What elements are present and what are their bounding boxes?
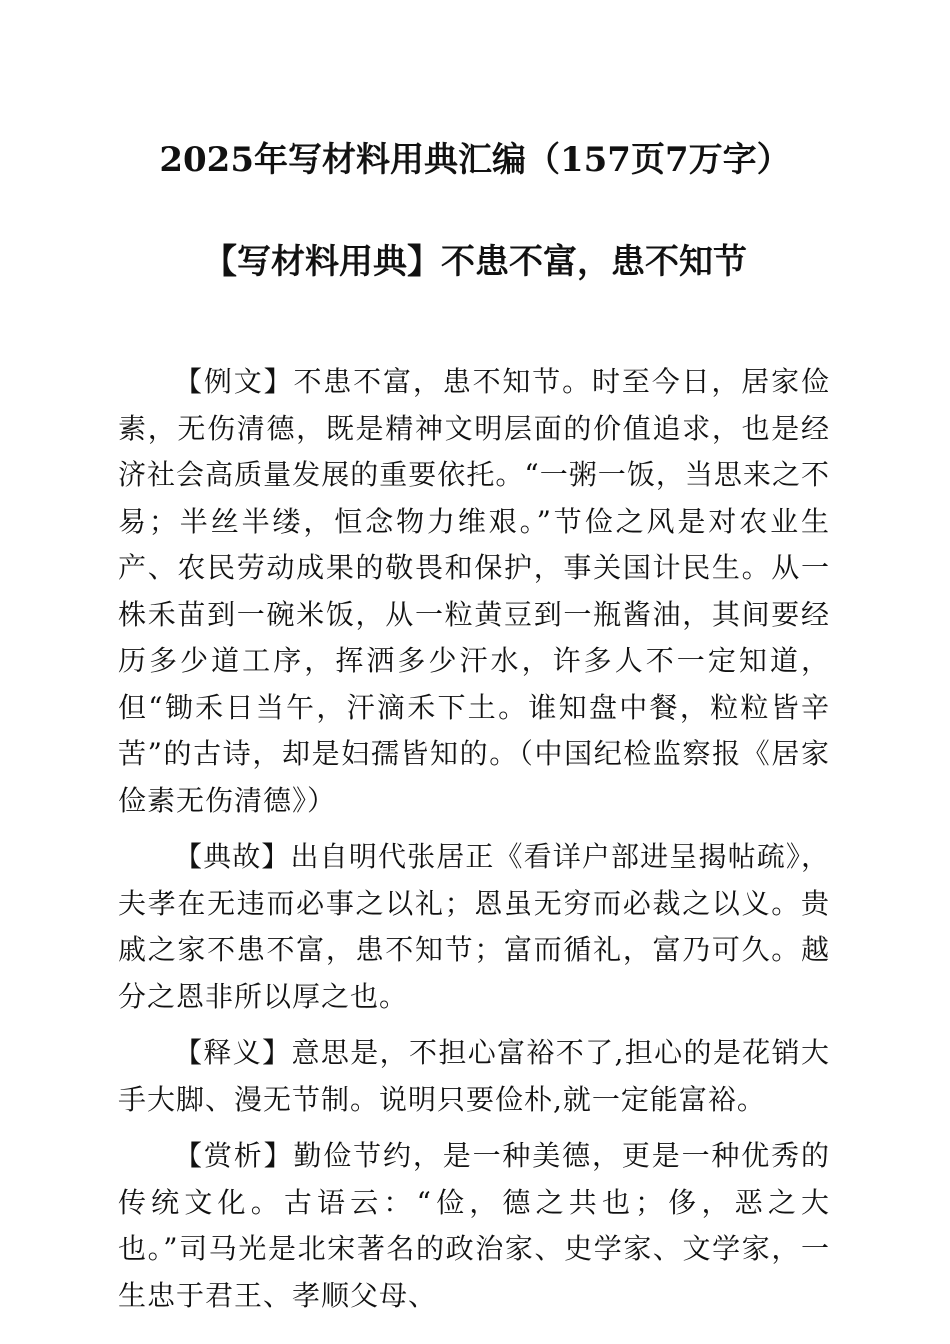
section-tag: 【赏析】 xyxy=(174,1139,294,1172)
document-title: 2025年写材料用典汇编（157页7万字） xyxy=(159,140,791,180)
paragraph-allusion xyxy=(118,834,830,1020)
section-tag: 【典故】 xyxy=(174,840,291,873)
paragraph-appreciation xyxy=(118,1133,830,1319)
paragraph-meaning xyxy=(118,1030,830,1123)
paragraph-text: 勤俭节约，是一种美德，更是一种优秀的传统文化。古语云：“俭，德之共也；侈，恶之大也。”司马光是北宋著名的政治家、史学家、文学家，一生忠于君王、孝顺父母、 xyxy=(118,1139,830,1312)
document-body xyxy=(118,359,830,1329)
section-tag: 【释义】 xyxy=(174,1036,292,1069)
section-tag: 【例文】 xyxy=(174,365,294,398)
paragraph-example xyxy=(118,359,830,824)
paragraph-text: 不患不富，患不知节。时至今日，居家俭素，无伤清德，既是精神文明层面的价值追求，也是经济社会高质量发展的重要依托。“一粥一饭，当思来之不易；半丝半缕，恒念物力维艰。”节俭之风是对农业生产、农民劳动成果的敬畏和保护，事关国计民生。从一株禾苗到一碗米饭，从一粒黄豆到一瓶酱油，其间要经历多少道工序，挥洒多少汗水，许多人不一定知道，但“锄禾日当午，汗滴禾下土。谁知盘中餐，粒粒皆辛苦”的古诗，却是妇孺皆知的。（中国纪检监察报《居家俭素无伤清德》） xyxy=(118,365,830,817)
paragraph-text: 出自明代张居正《看详户部进呈揭帖疏》，夫孝在无违而必事之以礼；恩虽无穷而必裁之以义。贵戚之家不患不富，患不知节；富而循礼，富乃可久。越分之恩非所以厚之也。 xyxy=(118,840,830,1013)
document-subtitle: 【写材料用典】不患不富，患不知节 xyxy=(203,242,747,282)
paragraph-text: 意思是，不担心富裕不了,担心的是花销大手大脚、漫无节制。说明只要俭朴,就一定能富裕。 xyxy=(118,1036,830,1116)
